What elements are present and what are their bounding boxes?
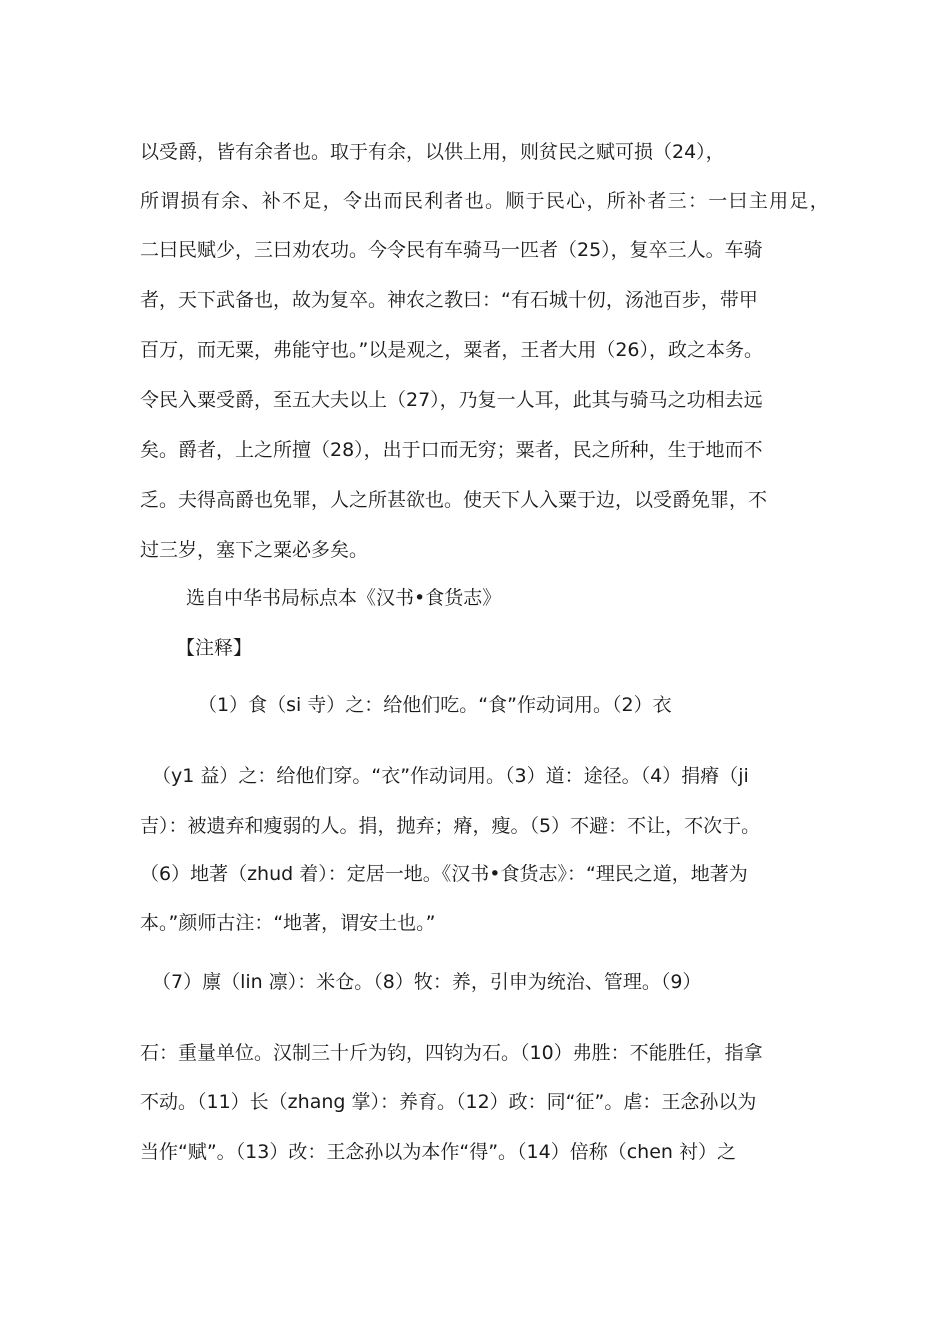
note-line-9: 当作“赋”。（13）改：王念孙以为本作“得”。（14）倍称（chen 衬）之 (140, 1141, 736, 1163)
source-citation: 选自中华书局标点本《汉书•食货志》 (186, 587, 502, 609)
note-line-2: （y1 益）之：给他们穿。“衣”作动词用。（3）道：途径。（4）捐瘠（ji (152, 765, 749, 787)
notes-heading: 【注释】 (176, 637, 253, 659)
body-line-9: 过三岁，塞下之粟必多矣。 (140, 539, 369, 561)
note-line-7: 石：重量单位。汉制三十斤为钧，四钧为石。（10）弗胜：不能胜任，指拿 (140, 1042, 763, 1064)
body-line-8: 乏。夫得高爵也免罪，人之所甚欲也。使天下人入粟于边，以受爵免罪，不 (140, 489, 768, 511)
body-line-1: 以受爵，皆有余者也。取于有余，以供上用，则贫民之赋可损（24）， (140, 141, 725, 163)
note-line-4: （6）地著（zhud 着）：定居一地。《汉书•食货志》：“理民之道，地著为 (140, 863, 748, 885)
body-line-5: 百万，而无粟，弗能守也。”以是观之，粟者，王者大用（26），政之本务。 (140, 339, 764, 361)
note-line-3: 吉）：被遗弃和瘦弱的人。捐，抛弃；瘠，瘦。（5）不避：不让，不次于。 (140, 815, 761, 837)
note-line-6: （7）廪（lin 凛）：米仓。（8）牧：养，引申为统治、管理。（9） (152, 971, 702, 993)
body-line-3: 二曰民赋少，三曰劝农功。今令民有车骑马一匹者（25），复卒三人。车骑 (140, 239, 763, 261)
note-line-1: （1）食（si 寺）之：给他们吃。“食”作动词用。（2）衣 (198, 694, 672, 716)
body-line-6: 令民入粟受爵，至五大夫以上（27），乃复一人耳，此其与骑马之功相去远 (140, 389, 763, 411)
note-line-5: 本。”颜师古注：“地著，谓安土也。” (140, 912, 436, 934)
body-line-7: 矣。爵者，上之所擅（28），出于口而无穷；粟者，民之所种，生于地而不 (140, 439, 763, 461)
body-line-2: 所谓损有余、补不足，令出而民利者也。顺于民心，所补者三：一曰主用足， (140, 190, 831, 212)
body-line-4: 者，天下武备也，故为复卒。神农之教曰：“有石城十仞，汤池百步，带甲 (140, 289, 758, 311)
note-line-8: 不动。（11）长（zhang 掌）：养育。（12）政：同“征”。虐：王念孙以为 (140, 1091, 757, 1113)
